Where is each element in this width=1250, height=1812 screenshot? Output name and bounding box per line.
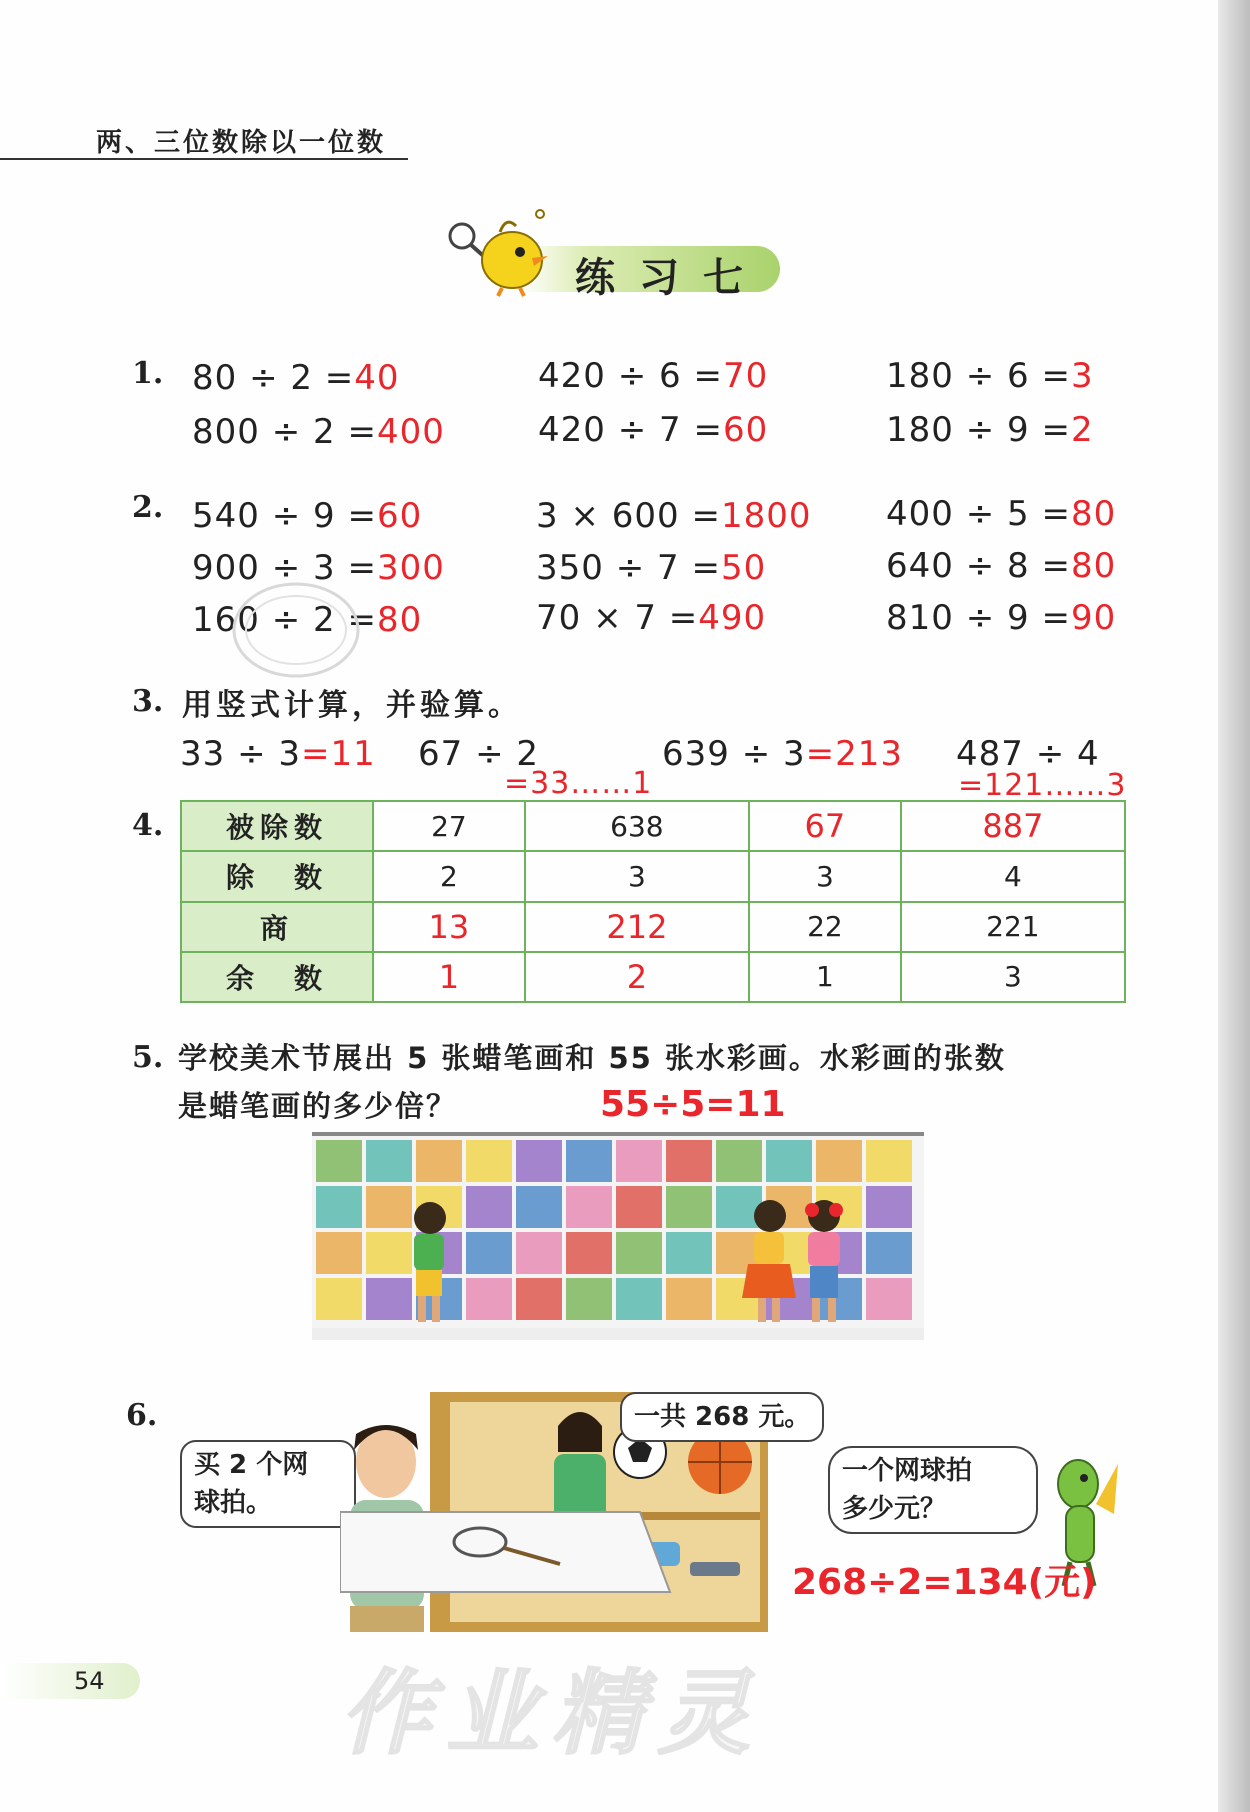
table-cell: 27: [373, 801, 525, 851]
q3-item: 639 ÷ 3=213: [662, 734, 904, 774]
painting: [366, 1186, 412, 1228]
table-row-header: 商: [181, 902, 373, 952]
painting: [366, 1278, 412, 1320]
painting: [516, 1278, 562, 1320]
q1-number: 1.: [132, 356, 164, 391]
painting: [466, 1186, 512, 1228]
q5-text-line2: 是蜡笔画的多少倍？: [178, 1089, 458, 1123]
q6-number: 6.: [126, 1398, 158, 1433]
painting: [866, 1186, 912, 1228]
painting: [766, 1140, 812, 1182]
art-exhibition-illustration: [312, 1132, 924, 1340]
division-table: [180, 800, 1126, 1003]
watermark: 作业精灵: [340, 1660, 765, 1767]
table-cell: 1: [749, 952, 901, 1002]
q6-answer: 268÷2=134(元): [792, 1562, 1097, 1603]
q4-number: 4.: [132, 808, 164, 843]
table-row: [181, 851, 1125, 901]
dino-speech-bubble: [828, 1446, 1038, 1534]
q3-answer: =121……3: [958, 768, 1127, 803]
q3-item: 67 ÷ 2: [418, 734, 539, 774]
q2-item: 3 × 600 =1800: [536, 496, 812, 536]
painting: [816, 1140, 862, 1182]
q1-item: 180 ÷ 9 =2: [886, 410, 1094, 450]
page-number: 54: [74, 1667, 105, 1695]
q2-item: 810 ÷ 9 =90: [886, 598, 1117, 638]
painting: [666, 1186, 712, 1228]
boy-speech-line: 买 2 个网: [194, 1450, 309, 1480]
q2-item: 540 ÷ 9 =60: [192, 496, 423, 536]
q1-item: 420 ÷ 7 =60: [538, 410, 769, 450]
painting: [366, 1232, 412, 1274]
page-edge: [1218, 0, 1250, 1812]
q3-prompt: 用竖式计算，并验算。: [182, 688, 522, 723]
painting: [316, 1278, 362, 1320]
table-cell: 887: [901, 801, 1125, 851]
table-cell: 3: [901, 952, 1125, 1002]
q1-item: 80 ÷ 2 =40: [192, 358, 400, 398]
page-number-tab: [0, 1663, 140, 1699]
clerk-speech-bubble: 一共 268 元。: [620, 1392, 824, 1442]
painting: [616, 1232, 662, 1274]
q5-answer: 55÷5=11: [600, 1084, 786, 1125]
q1-item: 180 ÷ 6 =3: [886, 356, 1094, 396]
q1-item: 800 ÷ 2 =400: [192, 412, 445, 452]
q5-text-line1: 学校美术节展出 5 张蜡笔画和 55 张水彩画。水彩画的张数: [178, 1041, 1006, 1075]
painting: [566, 1232, 612, 1274]
q3-item: 33 ÷ 3=11: [180, 734, 376, 774]
header-rule: [0, 158, 408, 160]
painting: [516, 1140, 562, 1182]
table-cell: 3: [525, 851, 749, 901]
table-cell: 3: [749, 851, 901, 901]
painting: [466, 1140, 512, 1182]
table-row: [181, 902, 1125, 952]
table-cell: 22: [749, 902, 901, 952]
q1-item: 420 ÷ 6 =70: [538, 356, 769, 396]
painting: [366, 1140, 412, 1182]
q3-number: 3.: [132, 684, 164, 719]
q2-item: 900 ÷ 3 =300: [192, 548, 445, 588]
painting: [316, 1140, 362, 1182]
painting: [316, 1232, 362, 1274]
q2-number: 2.: [132, 490, 164, 525]
stamp-watermark-icon: [226, 574, 366, 686]
q2-item: 640 ÷ 8 =80: [886, 546, 1117, 586]
dino-speech-line: 一个网球拍: [842, 1456, 973, 1486]
painting: [316, 1186, 362, 1228]
painting: [866, 1278, 912, 1320]
table-row: [181, 801, 1125, 851]
table-cell: 212: [525, 902, 749, 952]
chapter-header: 两、三位数除以一位数: [96, 128, 387, 158]
q2-item: 160 ÷ 2 =80: [192, 600, 423, 640]
table-cell: 13: [373, 902, 525, 952]
painting: [566, 1140, 612, 1182]
table-row-header: 除 数: [181, 851, 373, 901]
painting: [666, 1140, 712, 1182]
painting: [616, 1140, 662, 1182]
painting: [516, 1232, 562, 1274]
painting: [466, 1278, 512, 1320]
painting: [516, 1186, 562, 1228]
painting: [466, 1232, 512, 1274]
table-row-header: 被除数: [181, 801, 373, 851]
painting: [566, 1278, 612, 1320]
painting: [616, 1278, 662, 1320]
painting: [416, 1140, 462, 1182]
q3-item: 487 ÷ 4: [956, 734, 1100, 774]
table-cell: 67: [749, 801, 901, 851]
table-cell: 221: [901, 902, 1125, 952]
table-cell: 638: [525, 801, 749, 851]
q5-number: 5.: [132, 1040, 164, 1075]
painting: [666, 1232, 712, 1274]
painting: [566, 1186, 612, 1228]
table-cell: 2: [373, 851, 525, 901]
q2-item: 400 ÷ 5 =80: [886, 494, 1117, 534]
painting: [616, 1186, 662, 1228]
chick-mascot-icon: [440, 208, 550, 298]
painting: [666, 1278, 712, 1320]
painting: [866, 1140, 912, 1182]
painting: [866, 1232, 912, 1274]
q2-item: 350 ÷ 7 =50: [536, 548, 767, 588]
q2-item: 70 × 7 =490: [536, 598, 767, 638]
table-row-header: 余 数: [181, 952, 373, 1002]
table-cell: 2: [525, 952, 749, 1002]
table-cell: 4: [901, 851, 1125, 901]
table-row: [181, 952, 1125, 1002]
exercise-title: 练习七: [575, 255, 767, 301]
table-cell: 1: [373, 952, 525, 1002]
dino-speech-line: 多少元？: [842, 1494, 947, 1524]
q3-answer: =33……1: [504, 766, 653, 801]
painting: [716, 1140, 762, 1182]
boy-speech-line: 球拍。: [194, 1488, 273, 1518]
